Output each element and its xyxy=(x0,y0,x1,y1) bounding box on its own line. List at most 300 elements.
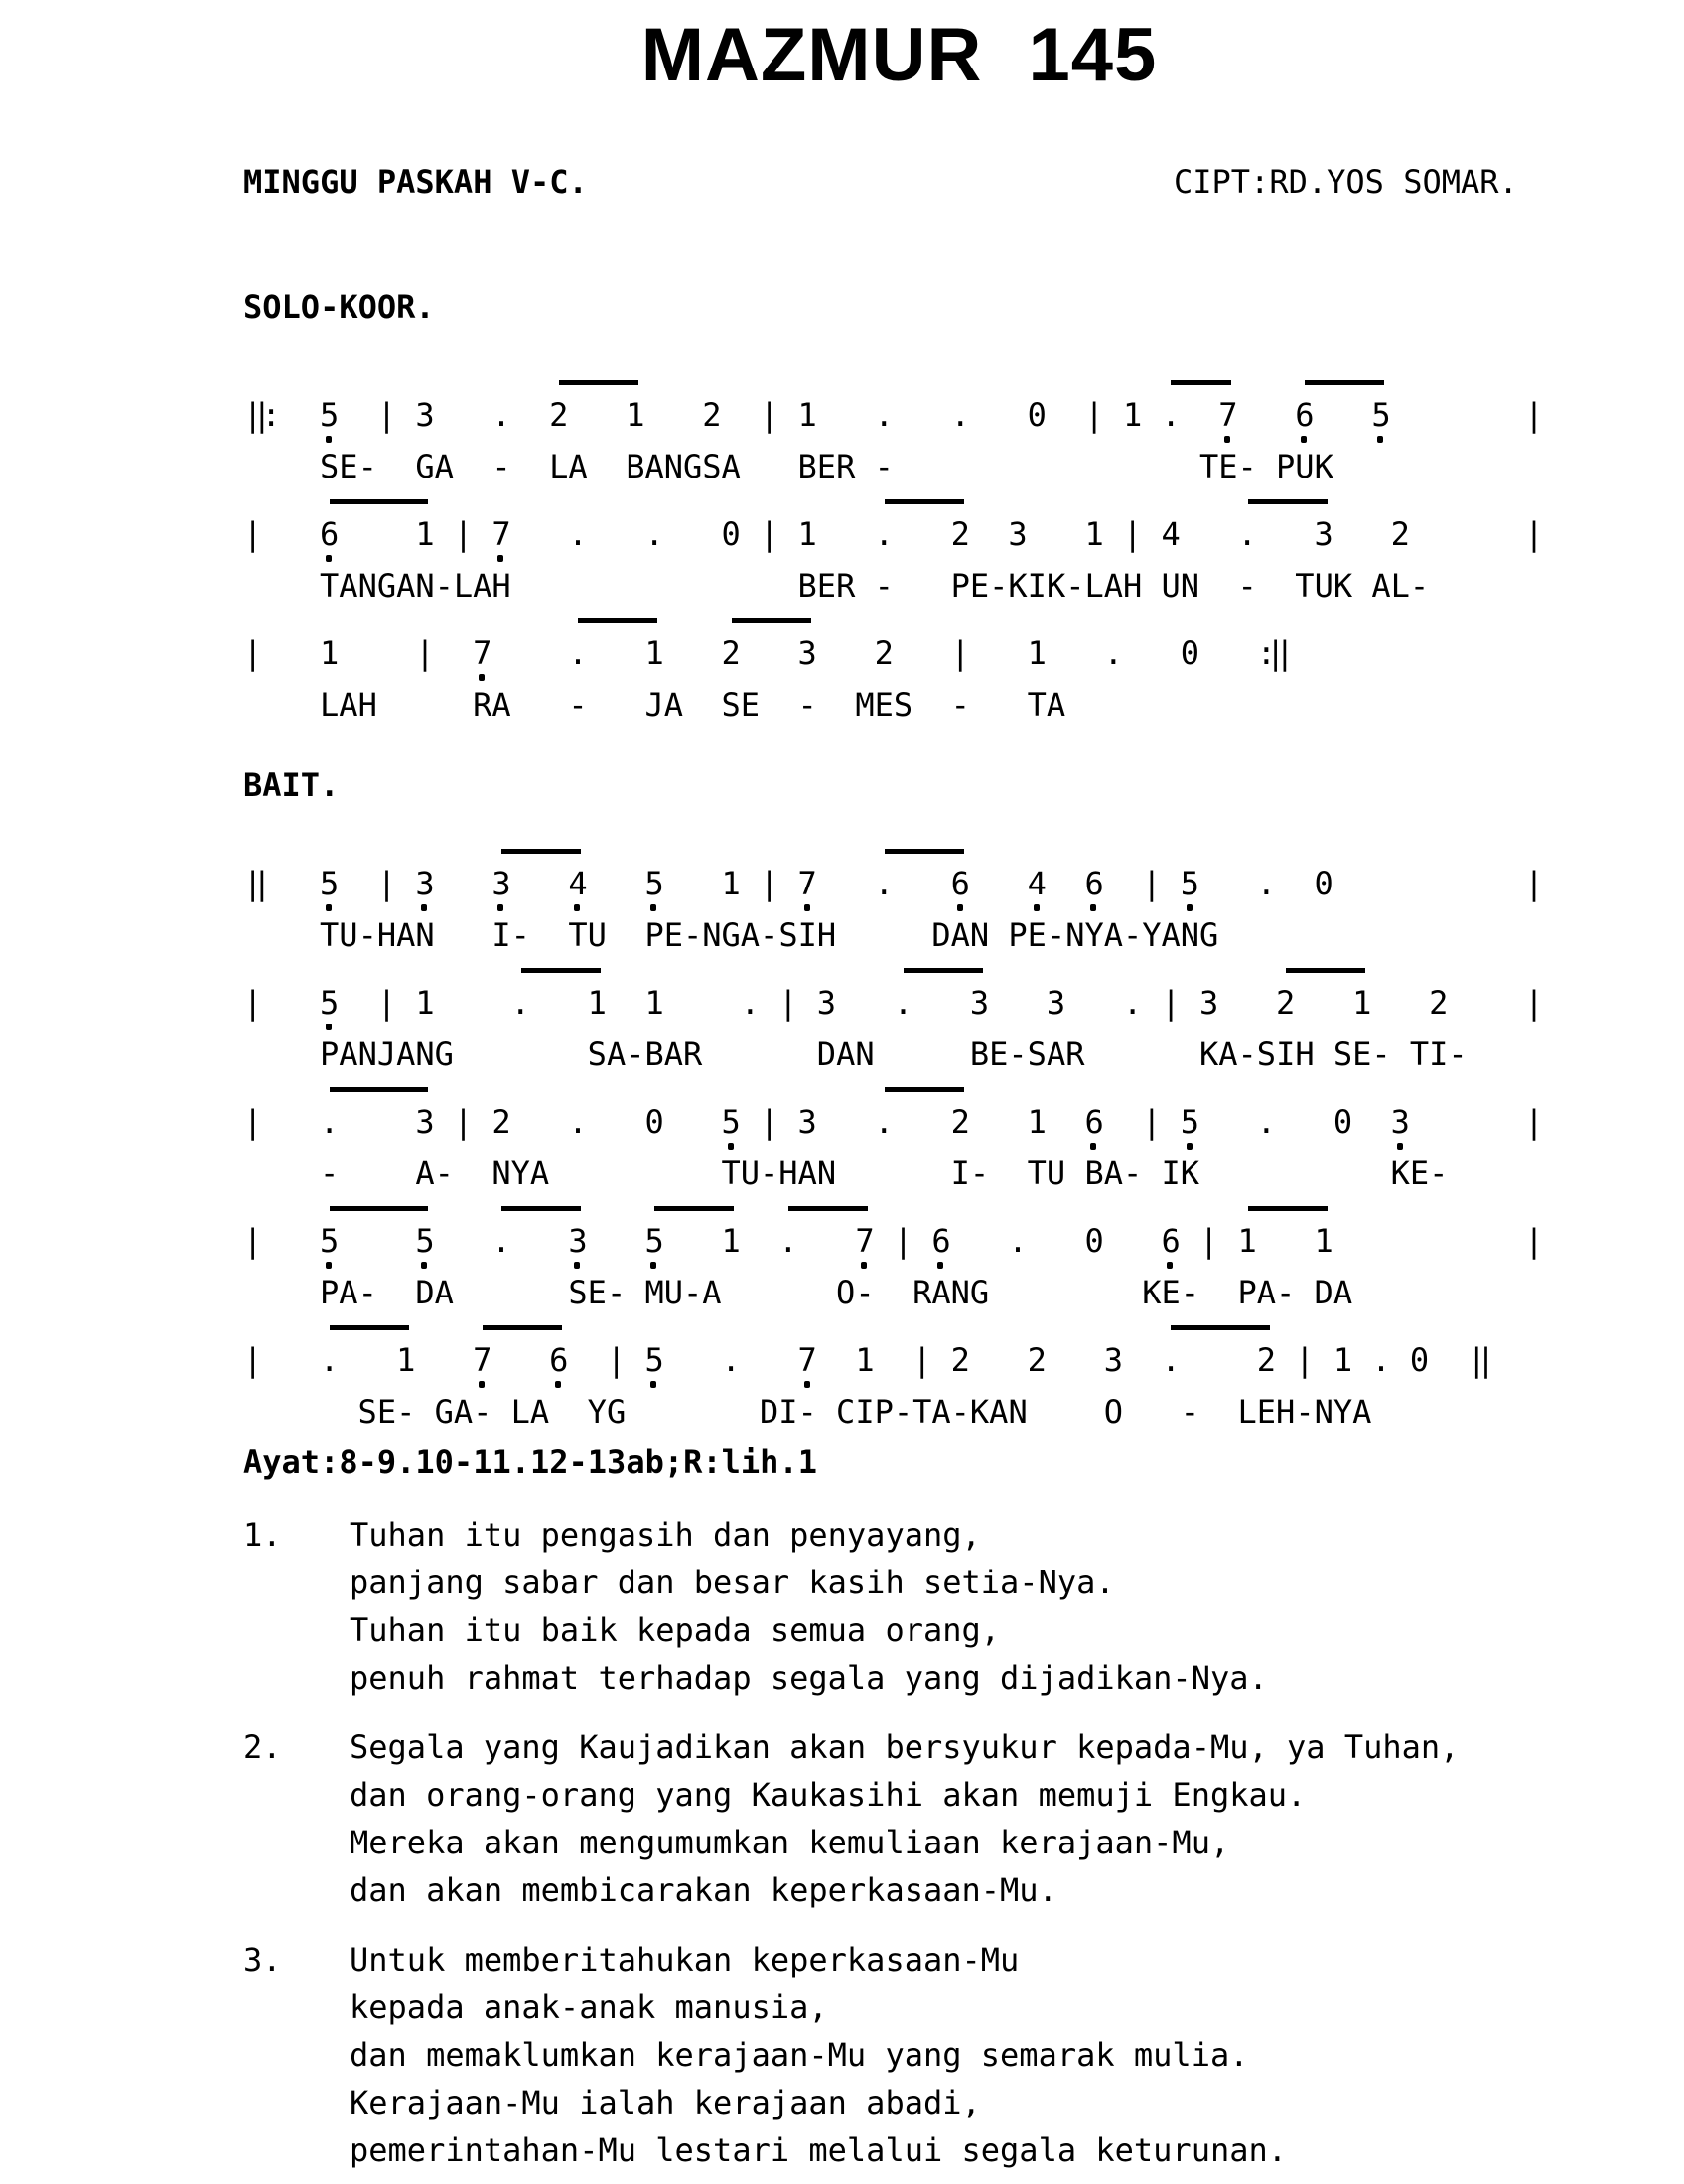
note-token: 1 xyxy=(1027,1103,1047,1141)
note-token: 7 xyxy=(797,1341,817,1379)
lyric-syllable: - xyxy=(797,686,817,724)
verse-line: dan memaklumkan kerajaan-Mu yang semarak mulia. xyxy=(350,2036,1249,2074)
note-token: 6 xyxy=(320,515,340,553)
note-token: 0 xyxy=(1409,1341,1430,1379)
note-token: 2 xyxy=(491,1103,511,1141)
note-token: 3 xyxy=(797,1103,817,1141)
verse-line: Kerajaan-Mu ialah kerajaan abadi, xyxy=(350,2084,981,2121)
barline: | xyxy=(1084,396,1104,434)
octave-dot-below xyxy=(497,555,503,562)
note-token: . xyxy=(874,1103,894,1141)
note-token: 3 xyxy=(1314,515,1333,553)
note-token: 3 xyxy=(491,865,511,902)
lyric-syllable: TUK xyxy=(1295,567,1353,605)
beam-line xyxy=(885,1087,964,1092)
beam-line xyxy=(1286,968,1365,973)
verse-line: Segala yang Kaujadikan akan bersyukur kepada-Mu, ya Tuhan, xyxy=(350,1728,1460,1766)
lyric-syllable: PE-KIK-LAH xyxy=(950,567,1143,605)
lyric-syllable: SE- xyxy=(320,448,377,485)
beam-line xyxy=(1305,380,1384,385)
lyric-syllable: YG xyxy=(587,1393,627,1431)
note-token: 5 xyxy=(644,865,664,902)
note-token: 1 xyxy=(1027,634,1047,672)
note-token: 1 xyxy=(721,865,741,902)
note-token: 5 xyxy=(320,865,340,902)
note-token: 4 xyxy=(1161,515,1181,553)
octave-dot-below xyxy=(650,1381,656,1388)
lyric-syllable: DA xyxy=(415,1274,454,1311)
note-token: 1 xyxy=(415,515,435,553)
note-token: 1 xyxy=(1314,1222,1333,1260)
note-token: . xyxy=(644,515,664,553)
note-token: 1 xyxy=(415,984,435,1022)
note-token: . xyxy=(1256,1103,1277,1141)
notation-system xyxy=(243,965,1594,1084)
note-token: 5 xyxy=(721,1103,741,1141)
beam-line xyxy=(904,968,983,973)
lyric-syllable: NYA xyxy=(491,1155,550,1192)
lyric-syllable: PE-NYA-YANG xyxy=(1008,916,1219,954)
note-token: . xyxy=(1103,634,1123,672)
barline: | xyxy=(1524,396,1544,434)
note-token: 0 xyxy=(1333,1103,1353,1141)
barline: | xyxy=(376,984,397,1022)
note-token: 6 xyxy=(1084,1103,1104,1141)
note-token: 5 xyxy=(644,1222,664,1260)
note-token: 6 xyxy=(931,1222,951,1260)
section-heading-bait: BAIT. xyxy=(243,766,340,804)
barline: | xyxy=(243,1103,263,1141)
beam-line xyxy=(330,1206,428,1211)
barline: | xyxy=(760,396,779,434)
note-token: . xyxy=(874,515,894,553)
barline: | xyxy=(950,634,970,672)
beam-line xyxy=(1248,499,1328,504)
note-token: . xyxy=(721,1341,741,1379)
lyric-syllable: LEH-NYA xyxy=(1237,1393,1372,1431)
octave-dot-below xyxy=(421,1262,427,1269)
barline: | xyxy=(376,396,397,434)
lyric-syllable: MU-A xyxy=(644,1274,722,1311)
note-token: . xyxy=(893,984,913,1022)
beam-line xyxy=(330,1325,409,1330)
barline: :|| xyxy=(1256,634,1285,672)
verse-number: 2. xyxy=(243,1728,282,1766)
note-token: 7 xyxy=(473,634,492,672)
beam-line xyxy=(559,380,638,385)
note-token: . xyxy=(1161,396,1181,434)
lyric-syllable: DA xyxy=(1314,1274,1353,1311)
barline: | xyxy=(1295,1341,1315,1379)
barline: | xyxy=(415,634,435,672)
lyric-syllable: KE- xyxy=(1390,1155,1449,1192)
note-token: . xyxy=(491,396,511,434)
octave-dot-below xyxy=(937,1262,943,1269)
section-heading-solo-koor: SOLO-KOOR. xyxy=(243,288,435,326)
lyric-syllable: I- xyxy=(950,1155,990,1192)
octave-dot-below xyxy=(1090,1143,1096,1150)
barline: | xyxy=(1524,515,1544,553)
lyric-syllable: PE-NGA-SIH xyxy=(644,916,837,954)
note-token: 1 xyxy=(1122,396,1143,434)
barline: | xyxy=(1199,1222,1219,1260)
note-token: 2 xyxy=(874,634,894,672)
barline: | xyxy=(912,1341,932,1379)
beam-line xyxy=(654,1206,734,1211)
note-token: 1 xyxy=(587,984,607,1022)
barline: | xyxy=(243,634,263,672)
lyric-syllable: TU-HAN xyxy=(721,1155,837,1192)
note-token: 3 xyxy=(1103,1341,1123,1379)
notation-system xyxy=(243,846,1594,965)
beam-line xyxy=(501,1206,581,1211)
lyric-syllable: BANGSA xyxy=(626,448,741,485)
note-token: . xyxy=(568,1103,588,1141)
notation-system xyxy=(243,377,1594,496)
lyric-syllable: PA- xyxy=(320,1274,377,1311)
octave-dot-below xyxy=(804,1381,810,1388)
note-token: 7 xyxy=(473,1341,492,1379)
note-token: . xyxy=(778,1222,798,1260)
note-token: 2 xyxy=(721,634,741,672)
note-token: 7 xyxy=(491,515,511,553)
note-token: 3 xyxy=(415,396,435,434)
note-token: 3 xyxy=(1046,984,1066,1022)
note-token: 6 xyxy=(549,1341,569,1379)
note-token: 2 xyxy=(1429,984,1449,1022)
octave-dot-below xyxy=(421,904,427,911)
verse-line: pemerintahan-Mu lestari melalui segala keturunan. xyxy=(350,2131,1288,2169)
barline: | xyxy=(1524,1222,1544,1260)
note-token: . xyxy=(1161,1341,1181,1379)
note-token: 4 xyxy=(568,865,588,902)
note-token: 1 xyxy=(626,396,645,434)
notation-system xyxy=(243,1203,1594,1322)
octave-dot-below xyxy=(326,904,332,911)
octave-dot-below xyxy=(555,1381,561,1388)
note-token: 1 xyxy=(855,1341,875,1379)
note-token: 5 xyxy=(320,984,340,1022)
notation-system xyxy=(243,1084,1594,1203)
note-token: 3 xyxy=(568,1222,588,1260)
octave-dot-below xyxy=(1397,1143,1403,1150)
lyric-syllable: DAN xyxy=(931,916,990,954)
octave-dot-below xyxy=(1034,904,1040,911)
note-token: . xyxy=(874,396,894,434)
beam-line xyxy=(330,1087,428,1092)
note-token: 5 xyxy=(1180,865,1199,902)
beam-line xyxy=(501,849,581,854)
note-token: 1 xyxy=(320,634,340,672)
lyric-syllable: SE- xyxy=(357,1393,416,1431)
lyric-syllable: RANG xyxy=(912,1274,990,1311)
verse-reference-heading: Ayat:8-9.10-11.12-13ab;R:lih.1 xyxy=(243,1443,817,1481)
lyric-syllable: TU xyxy=(568,916,607,954)
lyric-syllable: TI- xyxy=(1409,1035,1468,1073)
lyric-syllable: TANGAN-LAH xyxy=(320,567,511,605)
note-token: 1 xyxy=(1352,984,1372,1022)
note-token: . xyxy=(568,515,588,553)
octave-dot-below xyxy=(804,904,810,911)
octave-dot-below xyxy=(326,555,332,562)
octave-dot-below xyxy=(861,1262,867,1269)
note-token: 3 xyxy=(415,865,435,902)
lyric-syllable: PUK xyxy=(1276,448,1333,485)
note-token: 5 xyxy=(1371,396,1391,434)
barline: | xyxy=(453,1103,474,1141)
lyric-syllable: SE xyxy=(721,686,761,724)
note-token: . xyxy=(874,865,894,902)
lyric-syllable: RA xyxy=(473,686,511,724)
lyric-syllable: KA-SIH xyxy=(1199,1035,1315,1073)
liturgical-week-label: MINGGU PASKAH V-C. xyxy=(243,163,588,201)
note-token: 2 xyxy=(1276,984,1296,1022)
note-token: 0 xyxy=(1027,396,1047,434)
lyric-syllable: PA- xyxy=(1237,1274,1296,1311)
barline: | xyxy=(1142,1103,1162,1141)
octave-dot-below xyxy=(650,1262,656,1269)
lyric-syllable: LA xyxy=(510,1393,550,1431)
barline: | xyxy=(778,984,798,1022)
verse-line: dan akan membicarakan keperkasaan-Mu. xyxy=(350,1871,1057,1909)
barline: | xyxy=(376,865,397,902)
octave-dot-below xyxy=(1187,904,1193,911)
verse-line: Mereka akan mengumumkan kemuliaan kerajaan-Mu, xyxy=(350,1824,1230,1861)
lyric-syllable: - xyxy=(491,448,511,485)
verse-block xyxy=(350,1936,1287,2174)
barline: | xyxy=(243,1222,263,1260)
beam-line xyxy=(788,1206,868,1211)
octave-dot-below xyxy=(957,904,963,911)
lyric-syllable: SE- xyxy=(1333,1035,1391,1073)
note-token: 2 xyxy=(950,1103,970,1141)
note-token: 7 xyxy=(855,1222,875,1260)
lyric-syllable: - xyxy=(950,686,970,724)
barline: | xyxy=(1122,515,1143,553)
lyric-syllable: UN xyxy=(1161,567,1199,605)
barline: | xyxy=(760,865,779,902)
note-token: 1 xyxy=(1237,1222,1257,1260)
lyric-syllable: GA xyxy=(415,448,454,485)
barline: | xyxy=(1524,984,1544,1022)
note-token: . xyxy=(568,634,588,672)
lyric-syllable: LA xyxy=(549,448,588,485)
octave-dot-below xyxy=(1301,436,1307,443)
note-token: 1 xyxy=(396,1341,416,1379)
octave-dot-below xyxy=(1167,1262,1173,1269)
barline: | xyxy=(243,984,263,1022)
lyric-syllable: O xyxy=(1103,1393,1123,1431)
lyric-syllable: CIP-TA-KAN xyxy=(836,1393,1028,1431)
lyric-syllable: BER xyxy=(797,567,856,605)
octave-dot-below xyxy=(728,1143,734,1150)
barline: | xyxy=(1142,865,1162,902)
composer-credit: CIPT:RD.YOS SOMAR. xyxy=(1174,163,1518,201)
barline: | xyxy=(606,1341,627,1379)
octave-dot-below xyxy=(479,674,485,681)
note-token: 3 xyxy=(816,984,837,1022)
barline: | xyxy=(1524,865,1544,902)
octave-dot-below xyxy=(574,904,580,911)
lyric-syllable: SE- xyxy=(568,1274,627,1311)
note-token: 5 xyxy=(320,396,340,434)
page-title: MAZMUR 145 xyxy=(640,13,1158,97)
lyric-syllable: PANJANG xyxy=(320,1035,454,1073)
octave-dot-below xyxy=(1377,436,1383,443)
octave-dot-below xyxy=(574,1262,580,1269)
lyric-syllable: JA xyxy=(644,686,683,724)
note-token: 1 xyxy=(644,984,664,1022)
lyric-syllable: - xyxy=(568,686,588,724)
note-token: 4 xyxy=(1027,865,1047,902)
note-token: 3 xyxy=(797,634,817,672)
note-token: 0 xyxy=(1314,865,1333,902)
note-token: 7 xyxy=(1218,396,1238,434)
note-token: . xyxy=(1237,515,1257,553)
note-token: 5 xyxy=(1180,1103,1199,1141)
lyric-syllable: TA xyxy=(1027,686,1066,724)
barline: | xyxy=(243,515,263,553)
lyric-syllable: TU xyxy=(1027,1155,1066,1192)
lyric-syllable: DAN xyxy=(816,1035,875,1073)
verse-line: dan orang-orang yang Kaukasihi akan memuji Engkau. xyxy=(350,1776,1307,1814)
lyric-syllable: GA- xyxy=(434,1393,492,1431)
note-token: 2 xyxy=(1256,1341,1277,1379)
lyric-syllable: BER xyxy=(797,448,856,485)
verse-number: 1. xyxy=(243,1516,282,1554)
note-token: 7 xyxy=(797,865,817,902)
note-token: . xyxy=(320,1103,340,1141)
lyric-syllable: - xyxy=(320,1155,340,1192)
verse-number: 3. xyxy=(243,1941,282,1979)
notation-system xyxy=(243,1322,1594,1441)
lyric-syllable: MES xyxy=(855,686,913,724)
lyric-syllable: TU-HAN xyxy=(320,916,435,954)
note-token: 3 xyxy=(1390,1103,1410,1141)
verse-line: Untuk memberitahukan keperkasaan-Mu xyxy=(350,1941,1020,1979)
lyric-syllable: - xyxy=(874,567,894,605)
octave-dot-below xyxy=(1224,436,1230,443)
notation-system xyxy=(243,496,1594,615)
note-token: . xyxy=(1122,984,1143,1022)
note-token: 0 xyxy=(1180,634,1199,672)
note-token: 3 xyxy=(415,1103,435,1141)
note-token: 0 xyxy=(721,515,741,553)
note-token: 5 xyxy=(415,1222,435,1260)
notation-system xyxy=(243,615,1594,735)
octave-dot-below xyxy=(326,1262,332,1269)
note-token: . xyxy=(1371,1341,1391,1379)
note-token: 2 xyxy=(549,396,569,434)
note-token: . xyxy=(510,984,530,1022)
lyric-syllable: LAH xyxy=(320,686,377,724)
note-token: 1 xyxy=(1333,1341,1353,1379)
verse-line: panjang sabar dan besar kasih setia-Nya. xyxy=(350,1564,1115,1601)
note-token: 2 xyxy=(1390,515,1410,553)
lyric-syllable: A- xyxy=(415,1155,454,1192)
beam-line xyxy=(732,618,811,623)
note-token: 6 xyxy=(1084,865,1104,902)
verse-line: Tuhan itu baik kepada semua orang, xyxy=(350,1611,1001,1649)
note-token: 2 xyxy=(702,396,722,434)
lyric-syllable: IK xyxy=(1161,1155,1199,1192)
lyric-syllable: BE-SAR xyxy=(969,1035,1085,1073)
note-token: . xyxy=(950,396,970,434)
beam-line xyxy=(885,849,964,854)
note-token: 0 xyxy=(644,1103,664,1141)
beam-line xyxy=(1248,1206,1328,1211)
verse-line: penuh rahmat terhadap segala yang dijadikan-Nya. xyxy=(350,1659,1268,1697)
barline: | xyxy=(760,1103,779,1141)
octave-dot-below xyxy=(479,1381,485,1388)
octave-dot-below xyxy=(326,436,332,443)
barline: | xyxy=(760,515,779,553)
lyric-syllable: - xyxy=(1237,567,1257,605)
note-token: 2 xyxy=(950,515,970,553)
barline: || xyxy=(243,865,262,902)
beam-line xyxy=(578,618,657,623)
note-token: 3 xyxy=(1008,515,1028,553)
note-token: 6 xyxy=(1161,1222,1181,1260)
note-token: . xyxy=(740,984,761,1022)
note-token: 5 xyxy=(644,1341,664,1379)
lyric-syllable: TE- xyxy=(1199,448,1257,485)
beam-line xyxy=(483,1325,562,1330)
octave-dot-below xyxy=(326,1024,332,1030)
note-token: 3 xyxy=(969,984,990,1022)
note-token: 1 xyxy=(797,396,817,434)
note-token: 1 xyxy=(1084,515,1104,553)
note-token: . xyxy=(320,1341,340,1379)
lyric-syllable: BA- xyxy=(1084,1155,1143,1192)
verse-line: Tuhan itu pengasih dan penyayang, xyxy=(350,1516,981,1554)
beam-line xyxy=(1171,1325,1269,1330)
verse-block xyxy=(350,1511,1268,1702)
lyric-syllable: I- xyxy=(491,916,530,954)
lyric-syllable: SA-BAR xyxy=(587,1035,703,1073)
note-token: . xyxy=(491,1222,511,1260)
lyric-syllable: - xyxy=(874,448,894,485)
lyric-syllable: - xyxy=(1180,1393,1199,1431)
verse-line: kepada anak-anak manusia, xyxy=(350,1988,828,2026)
barline: | xyxy=(1161,984,1181,1022)
beam-line xyxy=(330,499,428,504)
octave-dot-below xyxy=(650,904,656,911)
note-token: 0 xyxy=(1084,1222,1104,1260)
octave-dot-below xyxy=(497,904,503,911)
beam-line xyxy=(1171,380,1231,385)
octave-dot-below xyxy=(1090,904,1096,911)
note-token: 5 xyxy=(320,1222,340,1260)
barline: ||: xyxy=(243,396,271,434)
lyric-syllable: KE- xyxy=(1142,1274,1200,1311)
note-token: 6 xyxy=(950,865,970,902)
beam-line xyxy=(885,499,964,504)
barline: | xyxy=(893,1222,913,1260)
note-token: . xyxy=(1256,865,1277,902)
barline: | xyxy=(243,1341,263,1379)
note-token: 2 xyxy=(950,1341,970,1379)
lyric-syllable: O- xyxy=(836,1274,875,1311)
note-token: . xyxy=(1008,1222,1028,1260)
note-token: 1 xyxy=(797,515,817,553)
barline: | xyxy=(453,515,474,553)
note-token: 6 xyxy=(1295,396,1315,434)
octave-dot-below xyxy=(1187,1143,1193,1150)
note-token: 3 xyxy=(1199,984,1219,1022)
note-token: 1 xyxy=(721,1222,741,1260)
verse-block xyxy=(350,1723,1459,1914)
